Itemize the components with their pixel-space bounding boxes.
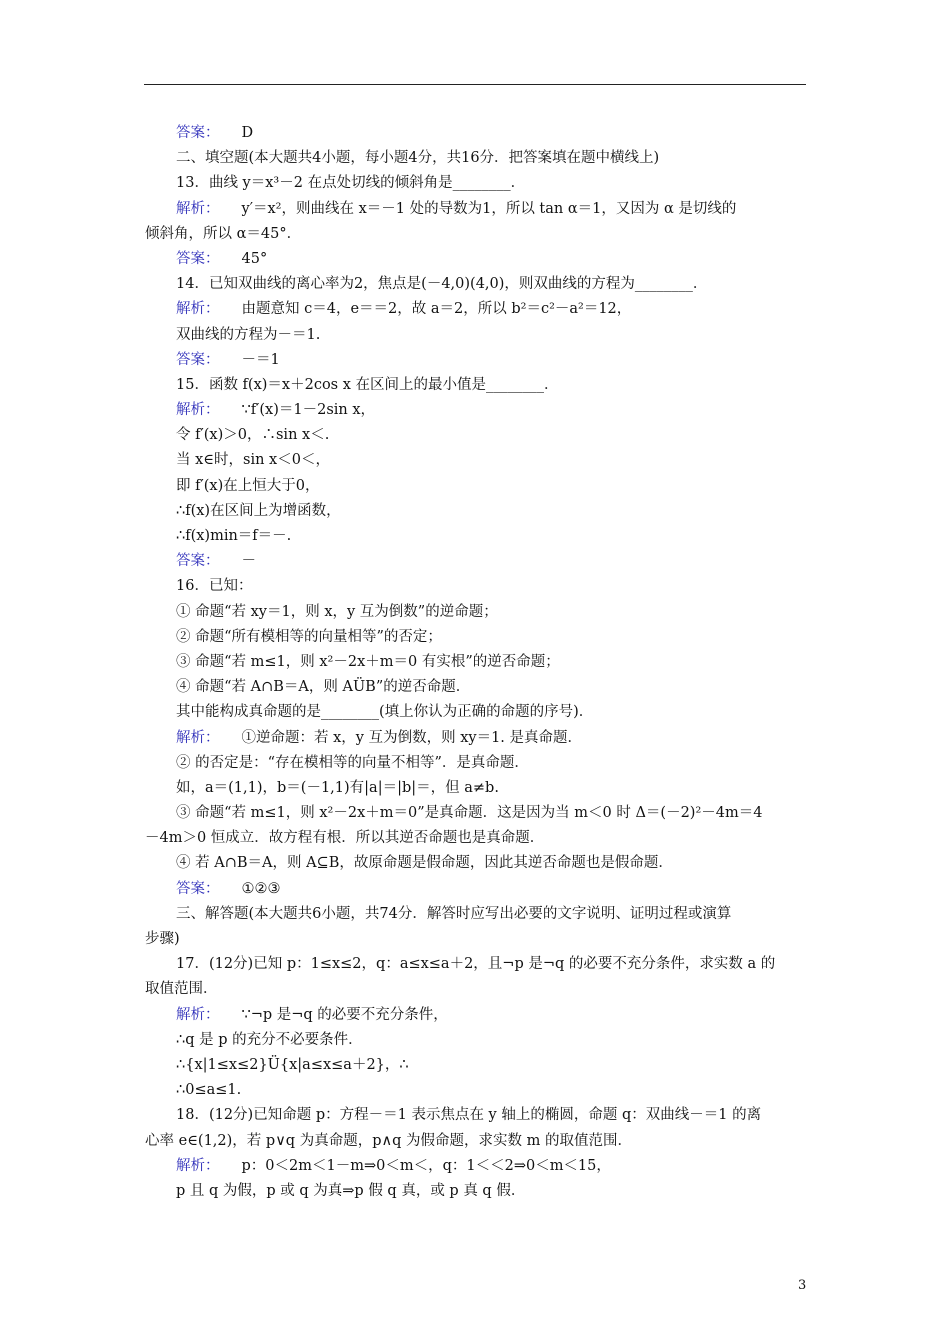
solution-line: 解析： ∵f′(x)＝1－2sin x，	[176, 402, 376, 419]
solution-line: 解析： y′＝x²，则曲线在 x＝－1 处的导数为1，所以 tan α＝1，又因为 α 是切线的	[176, 200, 737, 217]
solution-line: 双曲线的方程为－＝1.	[176, 326, 321, 343]
solution-line: 当 x∈时，sin x＜0＜，	[176, 452, 330, 469]
answer-line: 答案： ①②③	[176, 880, 281, 897]
solution-line: ∴f(x)在区间上为增函数，	[176, 502, 341, 519]
question-line: 取值范围．	[145, 981, 218, 998]
header-rule	[144, 84, 806, 85]
page-number: 3	[798, 1278, 807, 1293]
answer-line: 答案： －＝1	[176, 351, 280, 368]
question-17: 17．(12分)已知 p：1≤x≤2，q：a≤x≤a＋2，且¬p 是¬q 的必要不充分条件，求实数 a 的	[176, 956, 776, 973]
solution-line: 解析： p：0＜2m＜1－m⇒0＜m＜，q：1＜＜2⇒0＜m＜15，	[176, 1157, 611, 1174]
solution-line: ∴0≤a≤1.	[176, 1082, 242, 1099]
solution-line: 解析： ∵¬p 是¬q 的必要不充分条件，	[176, 1006, 448, 1023]
solution-line: －4m＞0 恒成立．故方程有根．所以其逆否命题也是真命题．	[145, 830, 545, 847]
solution-line: 解析： 由题意知 c＝4，e＝＝2，故 a＝2，所以 b²＝c²－a²＝12，	[176, 301, 632, 318]
answer-line: 答案： －	[176, 553, 256, 570]
question-line: 心率 e∈(1,2)，若 p∨q 为真命题，p∧q 为假命题，求实数 m 的取值范围．	[145, 1132, 632, 1149]
solution-line: 即 f′(x)在上恒大于0，	[176, 477, 320, 494]
page-body	[145, 121, 807, 1204]
solution-line: 如，a＝(1,1)，b＝(－1,1)有|a|＝|b|＝，但 a≠b.	[176, 779, 499, 796]
question-13: 13．曲线 y＝x³－2 在点处切线的倾斜角是________．	[176, 175, 526, 192]
question-line: ① 命题“若 xy＝1，则 x，y 互为倒数”的逆命题；	[176, 603, 498, 620]
answer-line: 答案： 45°	[176, 250, 268, 267]
section-heading: 三、解答题(本大题共6小题，共74分．解答时应写出必要的文字说明、证明过程或演算	[176, 905, 732, 922]
solution-line: ∴{x|1≤x≤2}Ü{x|a≤x≤a＋2}，∴	[176, 1056, 409, 1073]
question-line: ③ 命题“若 m≤1，则 x²－2x＋m＝0 有实根”的逆否命题；	[176, 653, 560, 670]
question-line: ② 命题“所有模相等的向量相等”的否定；	[176, 628, 442, 645]
answer-line: 答案： D	[176, 125, 254, 141]
question-18: 18．(12分)已知命题 p：方程－＝1 表示焦点在 y 轴上的椭圆，命题 q：双曲线－＝1 的离	[176, 1107, 762, 1124]
question-14: 14．已知双曲线的离心率为2，焦点是(－4,0)(4,0)，则双曲线的方程为________．	[176, 276, 708, 293]
solution-line: ∴q 是 p 的充分不必要条件．	[176, 1031, 363, 1048]
solution-line: ② 的否定是：“存在模相等的向量不相等”．是真命题．	[176, 754, 529, 771]
question-line: 其中能构成真命题的是________(填上你认为正确的命题的序号)．	[176, 704, 594, 721]
solution-line: ∴f(x)min＝f＝－.	[176, 528, 292, 544]
section-heading: 二、填空题(本大题共4小题，每小题4分，共16分．把答案填在题中横线上)	[176, 150, 660, 167]
section-heading: 步骤)	[145, 931, 180, 947]
solution-line: 令 f′(x)＞0，∴sin x＜.	[176, 427, 330, 444]
solution-line: 倾斜角，所以 α＝45°．	[145, 225, 302, 242]
solution-line: p 且 q 为假，p 或 q 为真⇒p 假 q 真，或 p 真 q 假．	[176, 1182, 526, 1199]
question-16: 16．已知：	[176, 578, 253, 595]
solution-line: 解析： ①逆命题：若 x，y 互为倒数，则 xy＝1. 是真命题．	[176, 729, 583, 746]
solution-line: ③ 命题“若 m≤1，则 x²－2x＋m＝0”是真命题．这是因为当 m＜0 时 Δ＝(－2)²－4m＝4	[176, 805, 763, 822]
question-line: ④ 命题“若 A∩B＝A，则 AÜB”的逆否命题．	[176, 679, 471, 696]
question-15: 15．函数 f(x)＝x＋2cos x 在区间上的最小值是________．	[176, 376, 559, 393]
solution-line: ④ 若 A∩B＝A，则 A⊆B，故原命题是假命题，因此其逆否命题也是假命题．	[176, 855, 673, 872]
